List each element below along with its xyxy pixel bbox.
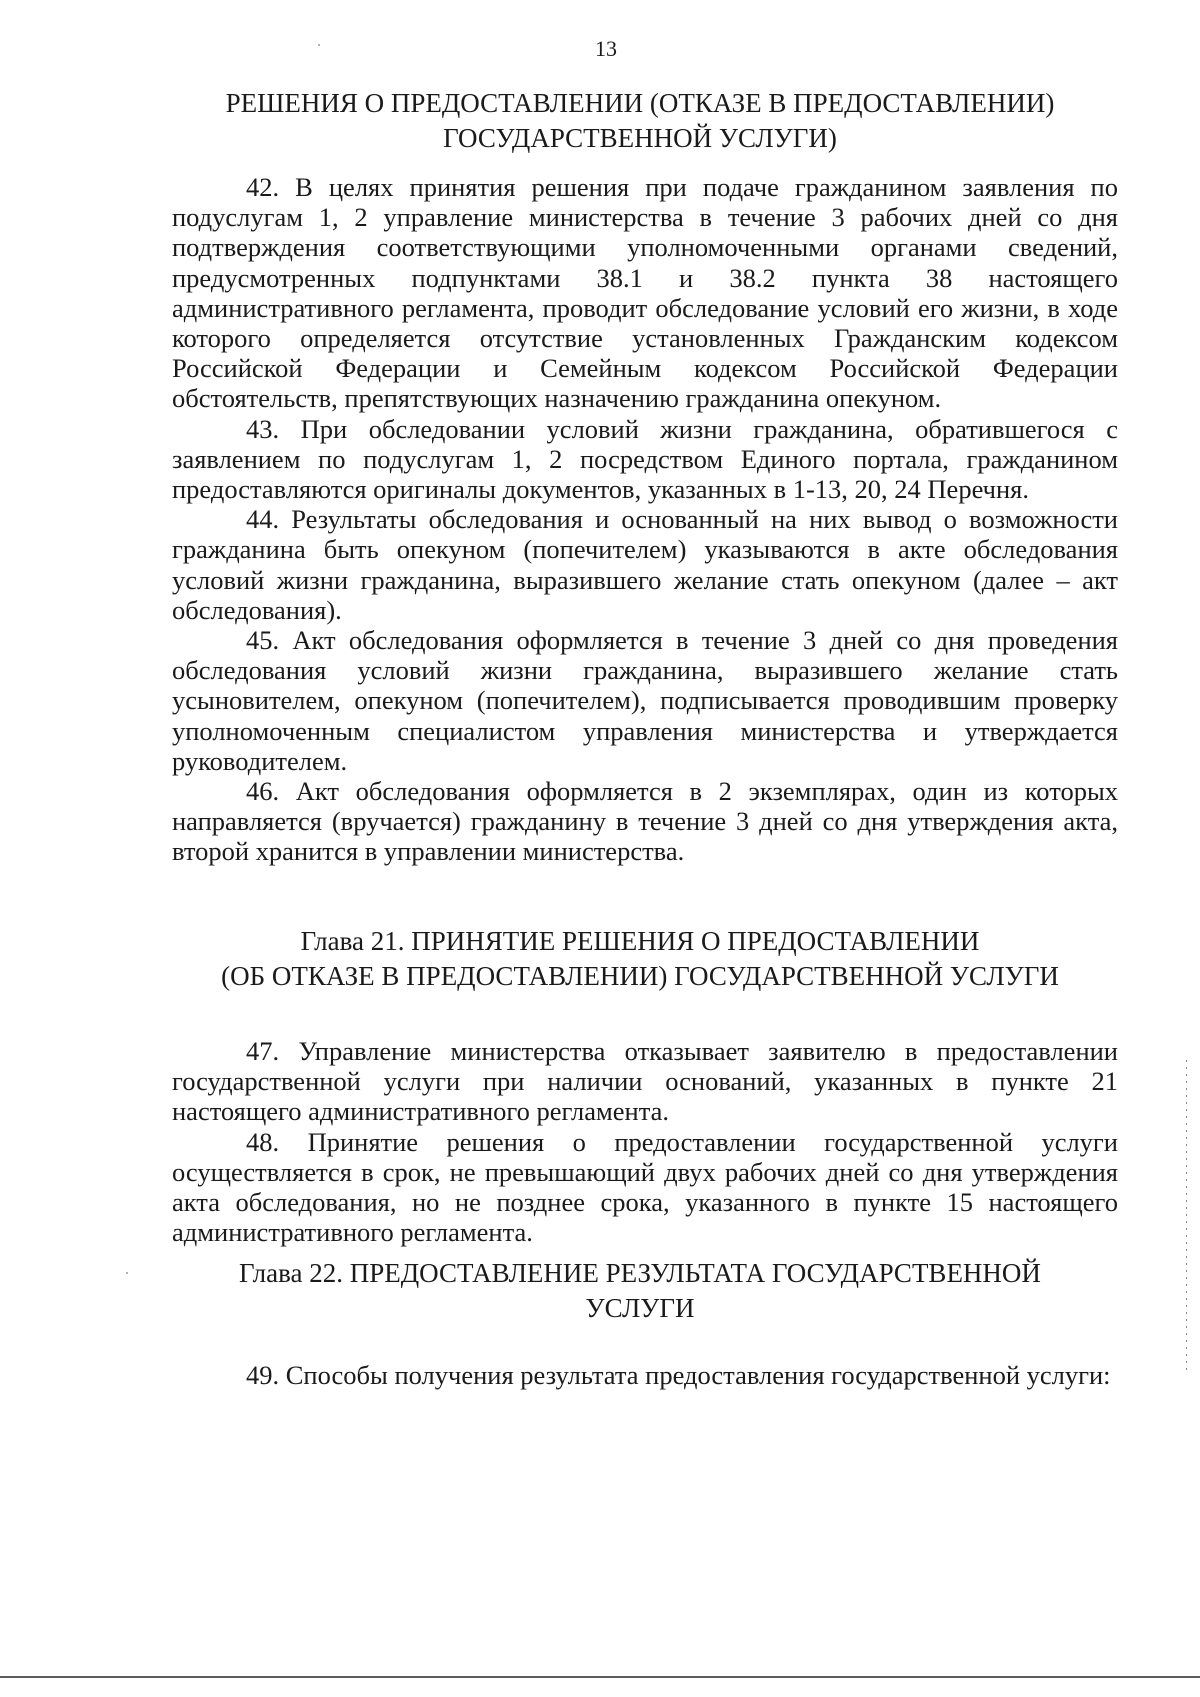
paragraphs-block-1: [172, 172, 1118, 867]
chapter-22-heading: [160, 1256, 1120, 1326]
section-heading-line-1: РЕШЕНИЯ О ПРЕДОСТАВЛЕНИИ (ОТКАЗЕ В ПРЕДОСТАВЛЕНИИ): [225, 88, 1055, 118]
paragraph-48: 48. Принятие решения о предоставлении государственной услуги осуществляется в срок, не превышающий двух рабочих дней со дня утверждения акта обследования, но не позднее срока, указанного в пункте 15 настоящего административного регламента.: [172, 1126, 1118, 1248]
chapter-21-heading: [160, 924, 1120, 994]
scan-edge-mark: [1186, 1060, 1187, 1370]
scan-bottom-edge: [0, 1676, 1200, 1678]
chapter-22-heading-line-1: Глава 22. ПРЕДОСТАВЛЕНИЕ РЕЗУЛЬТАТА ГОСУДАРСТВЕННОЙ: [239, 1258, 1041, 1288]
chapter-21-heading-line-2: (ОБ ОТКАЗЕ В ПРЕДОСТАВЛЕНИИ) ГОСУДАРСТВЕННОЙ УСЛУГИ: [221, 961, 1059, 991]
paragraph-45: 45. Акт обследования оформляется в течение 3 дней со дня проведения обследования условий жизни гражданина, выразившего желание стать усыновителем, опекуном (попечителем), подписывается проводившим проверку уполномоченным специалистом управления министерства и утверждается руководителем.: [172, 625, 1118, 776]
paragraph-43: 43. При обследовании условий жизни гражданина, обратившегося с заявлением по подуслугам 1, 2 посредством Единого портала, гражданином предоставляются оригиналы документов, указанных в 1-13, 20, 24 Перечня.: [172, 413, 1118, 505]
scan-speck: [126, 1272, 128, 1274]
chapter-21-heading-line-1: Глава 21. ПРИНЯТИЕ РЕШЕНИЯ О ПРЕДОСТАВЛЕНИИ: [300, 926, 980, 956]
paragraphs-block-2: [172, 1036, 1118, 1247]
paragraph-44: 44. Результаты обследования и основанный на них вывод о возможности гражданина быть опекуном (попечителем) указываются в акте обследования условий жизни гражданина, выразившего желание стать опекуном (далее – акт обследования).: [172, 504, 1118, 625]
paragraph-49: 49. Способы получения результата предоставления государственной услуги:: [246, 1360, 1111, 1390]
paragraph-47: 47. Управление министерства отказывает заявителю в предоставлении государственной услуги при наличии оснований, указанных в пункте 21 настоящего административного регламента.: [172, 1036, 1118, 1127]
paragraph-46: 46. Акт обследования оформляется в 2 экземплярах, один из которых направляется (вручается) гражданину в течение 3 дней со дня утверждения акта, второй хранится в управлении министерства.: [172, 776, 1118, 867]
scan-speck: [318, 44, 320, 46]
section-heading-line-2: ГОСУДАРСТВЕННОЙ УСЛУГИ): [443, 123, 837, 153]
page-number: 13: [595, 36, 617, 61]
paragraph-42: 42. В целях принятия решения при подаче гражданином заявления по подуслугам 1, 2 управление министерства в течение 3 рабочих дней со дня подтверждения соответствующими уполномоченными органами сведений, предусмотренных подпунктами 38.1 и 38.2 пункта 38 настоящего административного регламента, проводит обследование условий его жизни, в ходе которого определяется отсутствие установленных Гражданским кодексом Российской Федерации и Семейным кодексом Российской Федерации обстоятельств, препятствующих назначению гражданина опекуном.: [172, 172, 1118, 414]
paragraphs-block-3: [172, 1360, 1118, 1390]
section-heading: [160, 86, 1120, 156]
chapter-22-heading-line-2: УСЛУГИ: [585, 1293, 695, 1323]
